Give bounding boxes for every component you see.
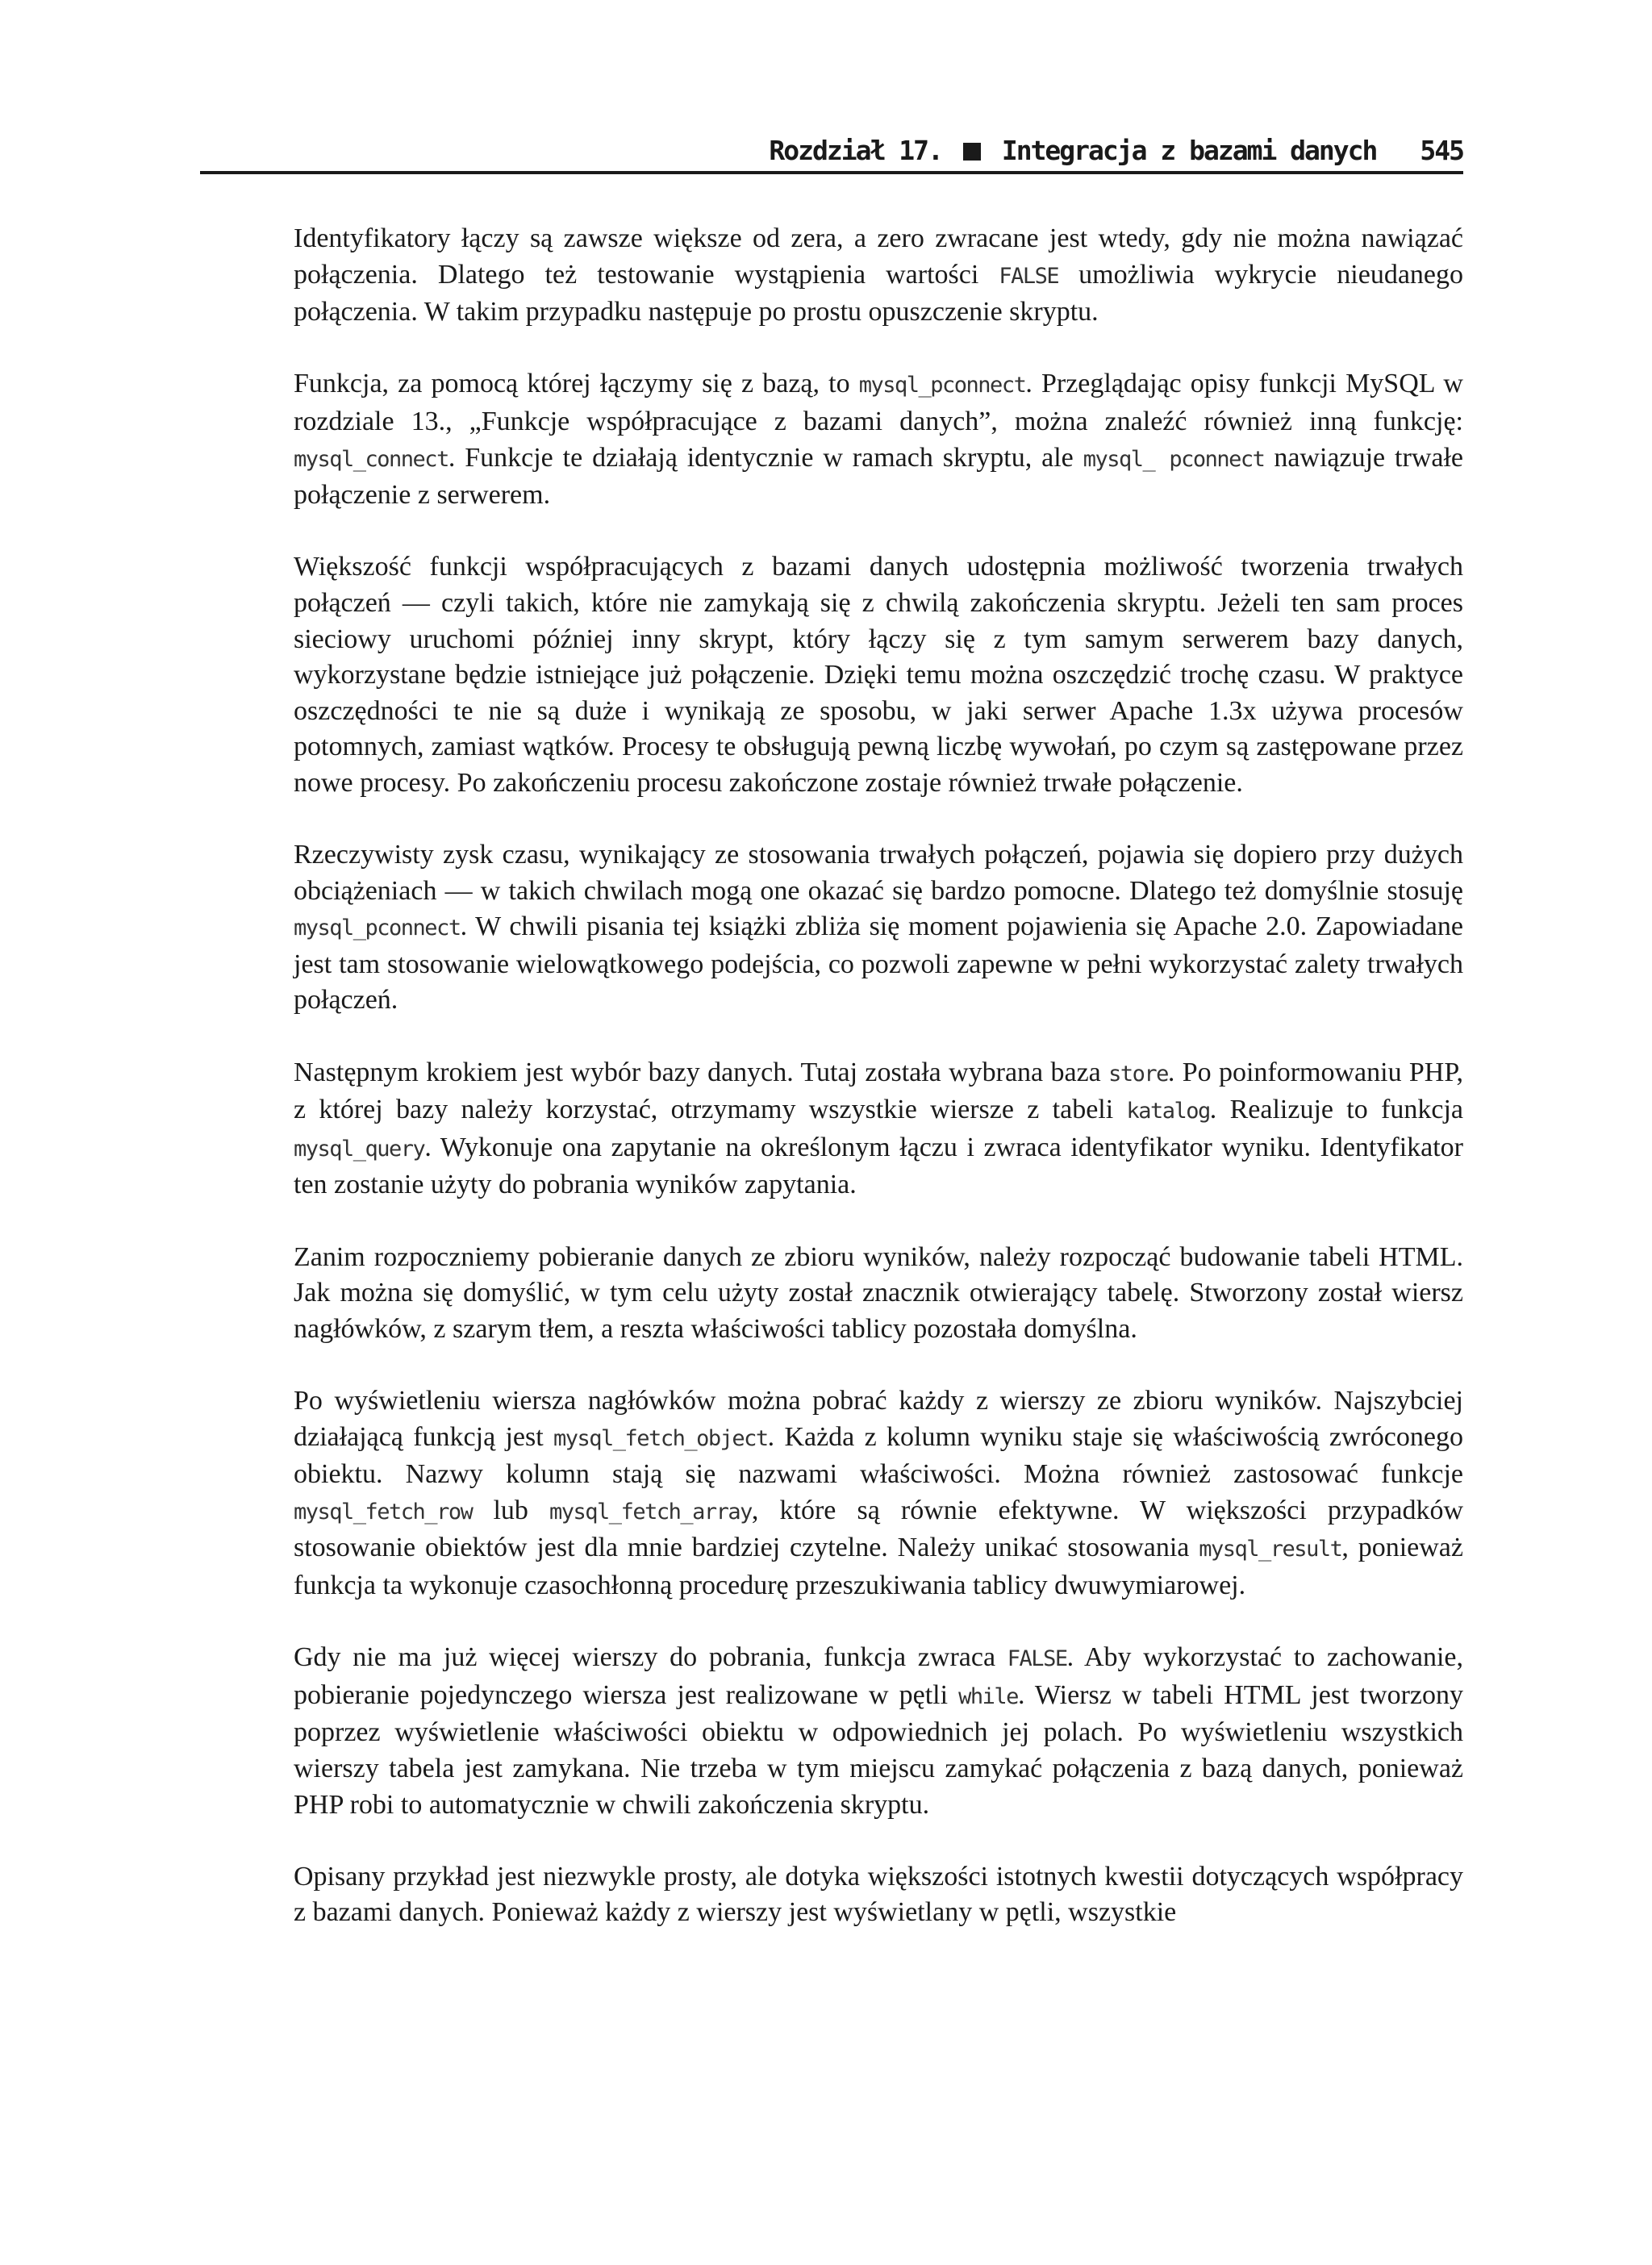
text-run: , które są równie efektywne. W większości przypadków stosowanie obiektów jest dla mnie bardziej czytelne. Należy unikać stosowania [294,1495,1463,1563]
inline-code: while [958,1683,1018,1709]
text-run: Większość funkcji współpracujących z bazami danych udostępnia możliwość tworzenia trwałych połączeń — czyli takich, które nie zamykają się z chwilą zakończenia skryptu. Jeżeli ten sam proces sieciowy uruchomi później inny skrypt, który łączy się z tym samym serwerem bazy danych, wykorzystane będzie istniejące już połączenie. Dzięki temu można oszczędzić trochę czasu. W praktyce oszczędności te nie są duże i wynikają ze sposobu, w jaki serwer Apache 1.3x używa procesów potomnych, zamiast wątków. Procesy te obsługują pewną liczbę wywołań, po czym są zastępowane przez nowe procesy. Po zakończeniu procesu zakończone zostaje również trwałe połączenie. [294,552,1463,798]
paragraph [294,837,1463,1019]
text-run: . Wykonuje ona zapytanie na określonym łączu i zwraca identyfikator wyniku. Identyfikator ten zostanie użyty do pobrania wyników zapytania. [294,1132,1463,1200]
inline-code: katalog [1126,1099,1210,1124]
text-run: . Po poinformowaniu PHP, z której bazy należy korzystać, otrzymamy wszystkie wiersze z tabeli [294,1057,1464,1125]
paragraph [294,1055,1463,1203]
inline-code: mysql_connect [294,446,448,472]
page-number: 545 [1420,135,1463,166]
inline-code: store [1108,1061,1168,1087]
text-run: umożliwia wykrycie nieudanego połączenia. W takim przypadku następuje po prostu opuszczenie skryptu. [294,259,1463,327]
inline-code: mysql_fetch_array [549,1499,752,1525]
body-text [294,221,1463,1931]
text-run: . Aby wykorzystać to zachowanie, pobieranie pojedynczego wiersza jest realizowane w pętli [294,1642,1463,1710]
text-run: nawiązuje trwałe połączenie z serwerem. [294,442,1464,511]
inline-code: mysql_ pconnect [1083,446,1265,472]
inline-code: mysql_result [1199,1537,1342,1562]
inline-code: FALSE [1007,1646,1067,1672]
inline-code: FALSE [999,263,1059,289]
chapter-label: Rozdział 17. [769,135,942,166]
running-header [200,127,1463,174]
text-run: Opisany przykład jest niezwykle prosty, ale dotyka większości istotnych kwestii dotyczących współpracy z bazami danych. Ponieważ każdy z wierszy jest wyświetlany w pętli, wszystkie [294,1861,1463,1928]
inline-code: mysql_query [294,1136,425,1162]
square-bullet-icon [963,143,981,161]
text-run: . W chwili pisania tej książki zbliża się moment pojawienia się Apache 2.0. Zapowiadane jest tam stosowanie wielowątkowego podejścia, co pozwoli zapewne w pełni wykorzystać zalety trwałych połączeń. [294,911,1463,1016]
text-run: lub [472,1495,550,1525]
paragraph [294,366,1463,513]
text-run: Gdy nie ma już więcej wierszy do pobrania, funkcja zwraca [294,1642,1007,1673]
text-run: . Realizuje to funkcja [1209,1095,1463,1125]
text-run: Funkcja, za pomocą której łączymy się z bazą, to [294,369,859,399]
paragraph [294,1240,1463,1348]
paragraph [294,1640,1463,1823]
paragraph [294,1383,1463,1604]
inline-code: mysql_pconnect [294,916,461,941]
inline-code: mysql_pconnect [858,373,1026,398]
inline-code: mysql_fetch_row [294,1499,473,1525]
text-run: . Wiersz w tabeli HTML jest tworzony poprzez wyświetlenie właściwości obiektu w odpowiednich jej polach. Po wyświetleniu wszystkich wierszy tabela jest zamykana. Nie trzeba w tym miejscu zamykać połączenia z bazą danych, ponieważ PHP robi to automatycznie w chwili zakończenia skryptu. [294,1679,1464,1820]
paragraph [294,221,1463,331]
chapter-title: Integracja z bazami danych [1001,135,1377,166]
text-run: Zanim rozpoczniemy pobieranie danych ze zbioru wyników, należy rozpocząć budowanie tabeli HTML. Jak można się domyślić, w tym celu użyty został znacznik otwierający tabelę. Stworzony został wiersz nagłówków, z szarym tłem, a reszta właściwości tablicy pozostała domyślna. [294,1241,1463,1344]
paragraph [294,1859,1463,1931]
text-run: Następnym krokiem jest wybór bazy danych. Tutaj została wybrana baza [294,1057,1109,1087]
paragraph [294,549,1463,801]
text-run: Po wyświetleniu wiersza nagłówków można pobrać każdy z wierszy ze zbioru wyników. Najszybciej działającą funkcją jest [294,1386,1463,1452]
text-run: . Przeglądając opisy funkcji MySQL w rozdziale 13., „Funkcje współpracujące z bazami danych”, można znaleźć również inną funkcję: [294,369,1463,436]
inline-code: mysql_fetch_object [553,1425,768,1451]
text-run: , ponieważ funkcja ta wykonuje czasochłonną procedurę przeszukiwania tablicy dwuwymiarowej. [294,1533,1463,1600]
text-run: . Każda z kolumn wyniku staje się właściwością zwróconego obiektu. Nazwy kolumn stają się nazwami właściwości. Można również zastosować funkcje [294,1421,1463,1490]
text-run: . Funkcje te działają identycznie w ramach skryptu, ale [448,442,1083,473]
text-run: Identyfikatory łączy są zawsze większe od zera, a zero zwracane jest wtedy, gdy nie można nawiązać połączenia. Dlatego też testowanie wystąpienia wartości [294,223,1463,290]
text-run: Rzeczywisty zysk czasu, wynikający ze stosowania trwałych połączeń, pojawia się dopiero przy dużych obciążeniach — w takich chwilach mogą one okazać się bardzo pomocne. Dlatego też domyślnie stosuję [294,840,1463,906]
